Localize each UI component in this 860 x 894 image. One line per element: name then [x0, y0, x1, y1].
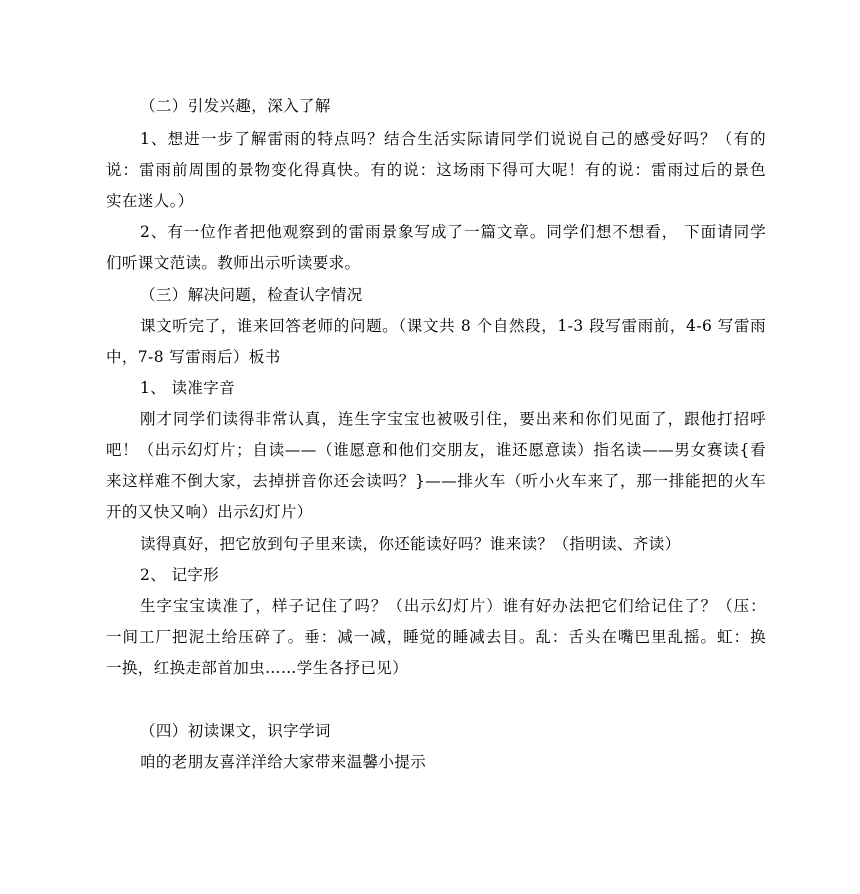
paragraph-line: 读得真好，把它放到句子里来读，你还能读好吗？谁来读？（指明读、齐读） — [140, 535, 681, 553]
paragraph-line: 说：雷雨前周围的景物变化得真快。有的说：这场雨下得可大呢！有的说：雷雨过后的景色 — [106, 161, 766, 179]
paragraph-line: 咱的老朋友喜洋洋给大家带来温馨小提示 — [140, 753, 427, 771]
subsection-heading: 1、 读准字音 — [140, 379, 236, 397]
subsection-heading: 2、 记字形 — [140, 566, 220, 584]
paragraph-line: 2、有一位作者把他观察到的雷雨景象写成了一篇文章。同学们想不想看， 下面请同学 — [140, 223, 766, 241]
paragraph-line: 刚才同学们读得非常认真，连生字宝宝也被吸引住，要出来和你们见面了，跟他打招呼 — [140, 410, 766, 428]
paragraph-line: 一间工厂把泥土给压碎了。垂：减一减，睡觉的睡减去目。乱：舌头在嘴巴里乱摇。虹：换 — [106, 628, 766, 646]
section-heading-2: （二）引发兴趣，深入了解 — [140, 97, 331, 115]
paragraph-line: 一换，红换走部首加虫……学生各抒已见） — [106, 659, 409, 677]
paragraph-line: 实在迷人。） — [106, 192, 194, 210]
paragraph-line: 开的又快又响）出示幻灯片） — [106, 503, 313, 521]
section-heading-4: （四）初读课文，识字学词 — [140, 722, 331, 740]
paragraph-line: 们听课文范读。教师出示听读要求。 — [106, 254, 361, 272]
paragraph-line: 1、想进一步了解雷雨的特点吗？结合生活实际请同学们说说自己的感受好吗？（有的 — [140, 130, 766, 148]
paragraph-line: 中，7-8 写雷雨后）板书 — [106, 348, 281, 366]
paragraph-line: 课文听完了，谁来回答老师的问题。（课文共 8 个自然段，1-3 段写雷雨前，4-6 写雷雨 — [140, 317, 766, 335]
paragraph-line: 来这样难不倒大家，去掉拼音你还会读吗？}——排火车（听小火车来了，那一排能把的火车 — [106, 472, 766, 490]
paragraph-line: 吧！（出示幻灯片；自读——（谁愿意和他们交朋友，谁还愿意读）指名读——男女赛读{看 — [106, 441, 766, 459]
section-heading-3: （三）解决问题，检查认字情况 — [140, 286, 363, 304]
paragraph-line: 生字宝宝读准了，样子记住了吗？（出示幻灯片）谁有好办法把它们给记住了？（压： — [140, 597, 766, 615]
